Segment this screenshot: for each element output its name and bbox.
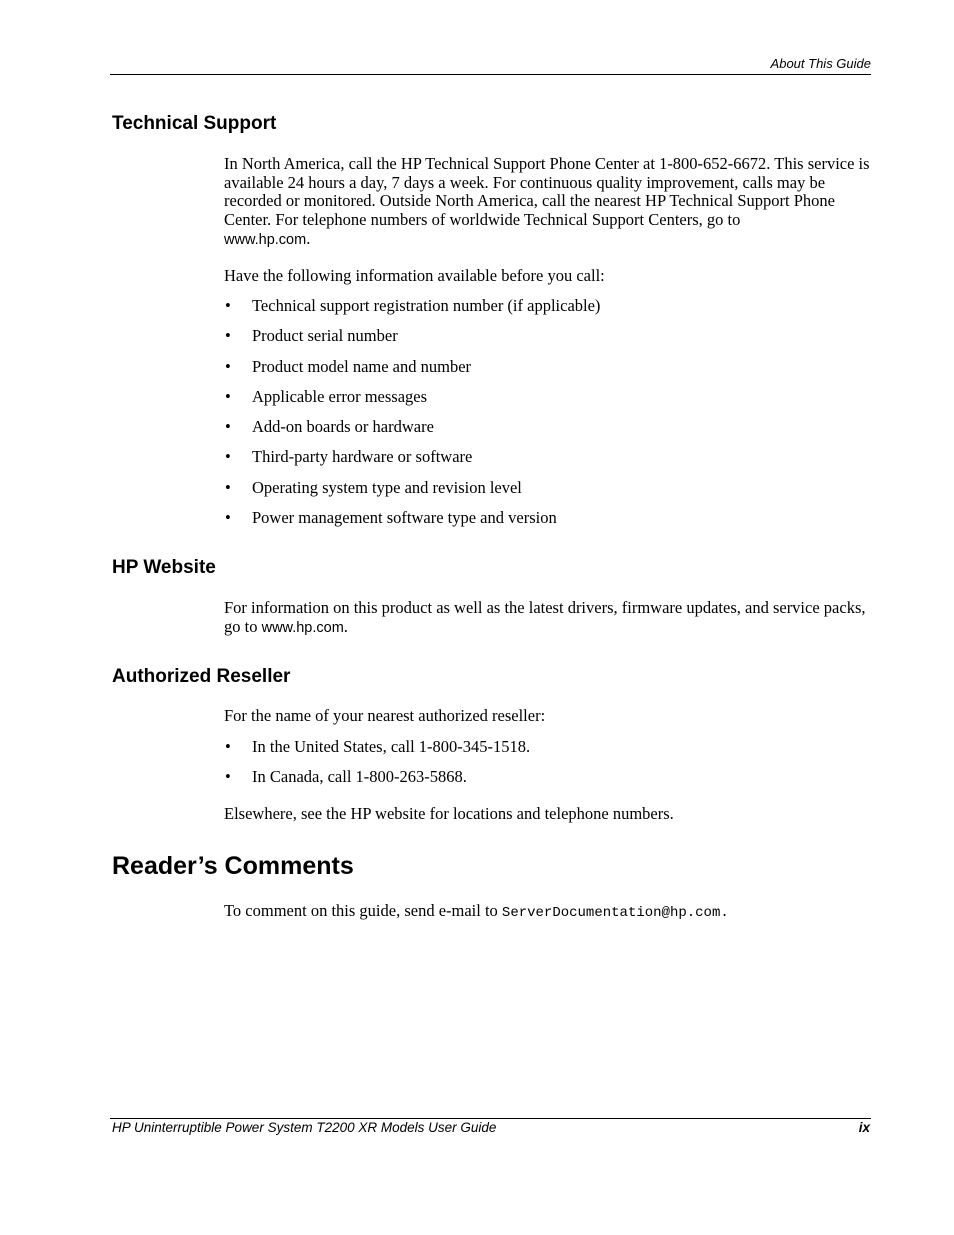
list-item: • Product serial number [225,326,398,346]
bullet-icon: • [225,508,231,528]
technical-support-intro: Have the following information available before you call: [224,266,605,285]
authorized-reseller-closing: Elsewhere, see the HP website for locations and telephone numbers. [224,804,674,823]
bullet-icon: • [225,326,231,346]
readers-comments-paragraph: To comment on this guide, send e-mail to ServerDocumentation@hp.com. [224,901,729,921]
technical-support-body [224,155,874,250]
bullet-icon: • [225,447,231,467]
readers-comments-heading: Reader’s Comments [112,852,354,880]
authorized-reseller-list [224,738,874,799]
authorized-reseller-heading: Authorized Reseller [112,666,291,687]
hp-website-body [224,599,874,637]
page-number: ix [858,1120,870,1135]
technical-support-list-block [224,297,874,539]
bullet-icon: • [225,737,231,756]
list-item: • Technical support registration number (if applicable) [225,296,601,315]
list-item: • Operating system type and revision level [225,477,522,497]
authorized-reseller-intro-block [224,707,874,726]
list-item: • In Canada, call 1-800-263-5868. [225,767,467,787]
hp-website-heading: HP Website [112,557,216,578]
bullet-icon: • [225,356,231,376]
technical-support-list [224,297,874,539]
bullet-icon: • [225,386,231,406]
authorized-reseller-list-block [224,738,874,799]
list-item: • Product model name and number [225,356,472,376]
footer-guide-title: HP Uninterruptible Power System T2200 XR Models User Guide [112,1120,497,1135]
link-suffix: . [306,228,311,248]
readers-comments-body [224,902,874,923]
authorized-reseller-closing-block [224,805,874,824]
list-item: • Third-party hardware or software [225,447,473,467]
list-item: • Applicable error messages [225,386,428,406]
technical-support-text: In North America, call the HP Technical Support Phone Center at 1-800-652-6672. This service is available 24 hours a day, 7 days a week. For continuous quality improvement, calls may be recorded or monitored. Outside North America, call the nearest HP Technical Support Phone Center. For telephone numbers of worldwide Technical Support Centers, go to [224,154,870,230]
bullet-icon: • [225,477,231,497]
technical-support-heading: Technical Support [112,113,277,134]
list-item: • In the United States, call 1-800-345-1518. [225,737,531,756]
technical-support-intro-block [224,267,874,286]
authorized-reseller-intro: For the name of your nearest authorized reseller: [224,706,546,725]
hp-website-link[interactable]: www.hp.com [261,619,344,636]
running-header: About This Guide [770,56,871,71]
technical-support-paragraph [224,155,874,250]
list-item: • Power management software type and version [225,508,557,528]
bullet-icon: • [225,296,231,315]
hp-website-paragraph: For information on this product as well as the latest drivers, firmware updates, and service packs, go to www.hp.com. [224,598,866,636]
email-link[interactable]: ServerDocumentation@hp.com [501,905,721,921]
bullet-icon: • [225,767,231,787]
header-rule [110,74,871,75]
hp-website-link[interactable]: www.hp.com [224,231,307,248]
bullet-icon: • [225,417,231,437]
footer-rule [110,1118,871,1119]
list-item: • Add-on boards or hardware [225,417,434,437]
